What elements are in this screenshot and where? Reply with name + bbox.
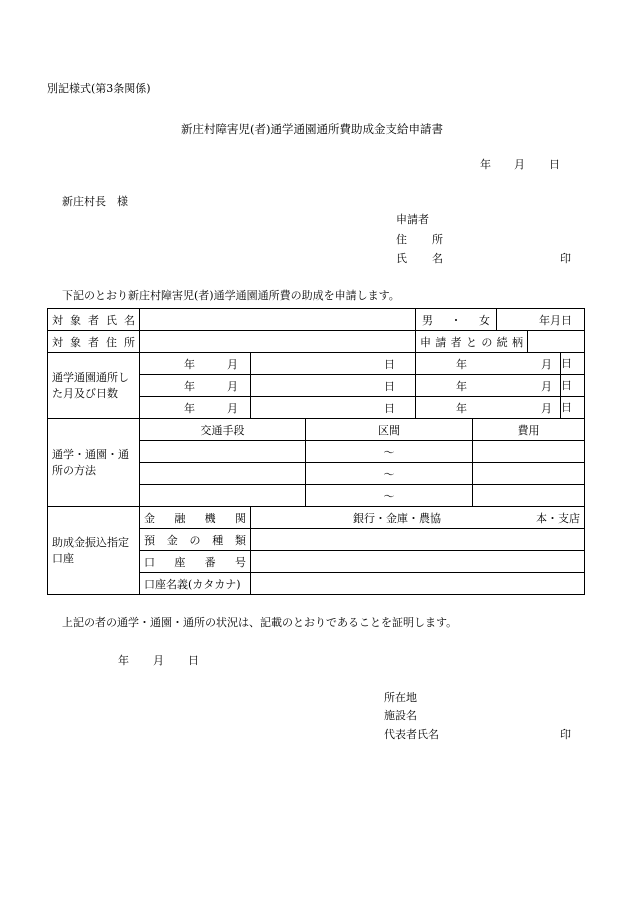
facility-name-label: 施設名 — [384, 709, 417, 722]
cost-field[interactable] — [473, 463, 585, 485]
section-field[interactable]: 〜 — [306, 463, 473, 485]
intro-statement: 下記のとおり新庄村障害児(者)通学通園通所費の助成を申請します。 — [62, 289, 400, 302]
relation-field[interactable] — [528, 331, 584, 352]
subject-name-field[interactable] — [140, 309, 416, 331]
applicant-label: 申請者 — [396, 213, 429, 226]
certification-statement: 上記の者の通学・通園・通所の状況は、記載のとおりであることを証明します。 — [62, 616, 458, 629]
account-holder-field[interactable] — [251, 573, 585, 595]
deposit-type-field[interactable] — [251, 529, 585, 551]
period-ym-field[interactable]: 年 月 — [140, 353, 251, 375]
certification-date-day: 日 — [188, 654, 199, 667]
method-header-row — [48, 419, 585, 441]
period-pair-cell — [416, 397, 585, 419]
period-days-field[interactable]: 日 — [251, 353, 416, 375]
subject-name-row — [48, 309, 585, 331]
gender-selector[interactable]: 男 ・ 女 — [416, 309, 497, 330]
period-ym-field[interactable]: 年 月 — [140, 375, 251, 397]
addressee: 新庄村長 様 — [62, 195, 128, 208]
period-ym-field[interactable]: 年 月 — [416, 397, 561, 418]
transport-header: 交通手段 — [140, 419, 306, 441]
period-ym-field[interactable]: 年 月 — [416, 353, 561, 374]
birthdate-field[interactable]: 年 月 日 — [539, 313, 572, 327]
facility-location-label: 所在地 — [384, 691, 417, 704]
account-number-label: 口 座 番 号 — [140, 551, 251, 573]
period-days-field[interactable]: 日 — [561, 401, 572, 414]
cost-field[interactable] — [473, 441, 585, 463]
cost-header: 費用 — [473, 419, 585, 441]
period-ym-field[interactable]: 年 月 — [416, 375, 561, 396]
method-label: 通学・通園・通所の方法 — [48, 419, 140, 507]
application-form-table — [47, 308, 585, 595]
applicant-name-label-2: 名 — [432, 252, 443, 265]
subject-address-field[interactable] — [140, 331, 416, 353]
certification-date-month: 月 — [153, 654, 164, 667]
certification-date-year: 年 — [118, 654, 129, 667]
transport-field[interactable] — [140, 485, 306, 507]
representative-name-label: 代表者氏名 — [384, 728, 439, 741]
gender-birthdate-cell — [416, 309, 585, 331]
application-date-day: 日 — [549, 158, 560, 171]
period-pair-cell — [416, 375, 585, 397]
relation-label: 申 請 者 と の 続 柄 — [416, 331, 528, 352]
bank-field[interactable]: 銀行・金庫・農協 本・支店 — [251, 507, 585, 529]
applicant-name-label-1: 氏 — [396, 252, 407, 265]
period-ym-field[interactable]: 年 月 — [140, 397, 251, 419]
application-date-year: 年 — [480, 158, 491, 171]
period-days-field[interactable]: 日 — [251, 397, 416, 419]
account-label: 助成金振込指定口座 — [48, 507, 140, 595]
subject-address-label: 対 象 者 住 所 — [48, 331, 140, 353]
section-header: 区間 — [306, 419, 473, 441]
bank-row — [48, 507, 585, 529]
period-days-field[interactable]: 日 — [561, 357, 572, 370]
applicant-seal: 印 — [560, 252, 571, 265]
subject-address-row — [48, 331, 585, 353]
account-holder-label: 口座名義(カタカナ) — [140, 573, 251, 595]
applicant-address-label-2: 所 — [432, 233, 443, 246]
subject-name-label: 対 象 者 氏 名 — [48, 309, 140, 331]
period-pair-cell — [416, 353, 585, 375]
period-label: 通学通園通所した月及び日数 — [48, 353, 140, 419]
form-number-label: 別記様式(第3条関係) — [47, 82, 151, 95]
relation-cell — [416, 331, 585, 353]
transport-field[interactable] — [140, 441, 306, 463]
period-days-field[interactable]: 日 — [561, 379, 572, 392]
section-field[interactable]: 〜 — [306, 485, 473, 507]
period-row — [48, 353, 585, 375]
bank-label: 金 融 機 関 — [140, 507, 251, 529]
applicant-address-label-1: 住 — [396, 233, 407, 246]
deposit-type-label: 預 金 の 種 類 — [140, 529, 251, 551]
certifier-seal: 印 — [560, 728, 571, 741]
period-days-field[interactable]: 日 — [251, 375, 416, 397]
application-date-month: 月 — [514, 158, 525, 171]
page-title: 新庄村障害児(者)通学通園通所費助成金支給申請書 — [181, 122, 443, 136]
transport-field[interactable] — [140, 463, 306, 485]
account-number-field[interactable] — [251, 551, 585, 573]
cost-field[interactable] — [473, 485, 585, 507]
section-field[interactable]: 〜 — [306, 441, 473, 463]
